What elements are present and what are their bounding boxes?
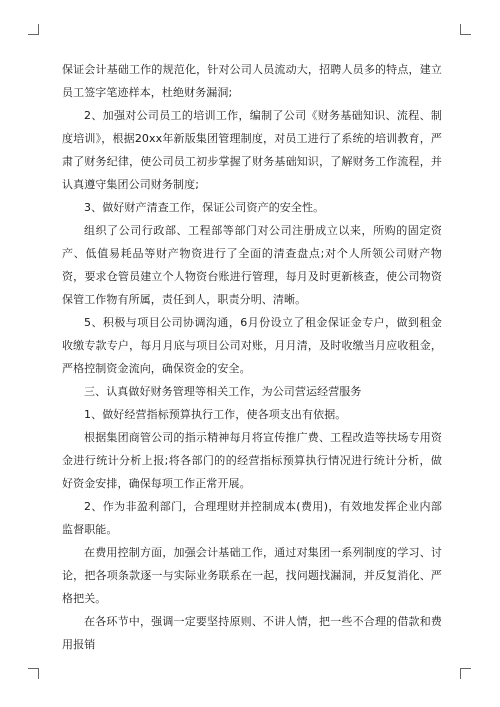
paragraph: 根据集团商管公司的指示精神每月将宣传推广费、工程改造等扶场专用资金进行统计分析上报;将各部门的的经营指标预算执行情况进行统计分析，做好资金安排，确保每项工作正常开展。 [62,431,442,490]
paragraph: 2、加强对公司员工的培训工作，编制了公司《财务基础知识、流程、制度培训》，根据20xx年新版集团管理制度，对员工进行了系统的培训教育，严肃了财务纪律，使公司员工初步掌握了财务基础知识，了解财务工作流程，并认真遵守集团公司财务制度; [62,109,442,191]
document-body [62,58,442,656]
crop-mark-top-right [460,24,471,35]
crop-mark-bottom-left [28,668,39,679]
paragraph: 5、积极与项目公司协调沟通，6月份设立了租金保证金专户，做到租金收缴专款专户，每月月底与项目公司对账，月月清，及时收缴当月应收租金，严格控制资金流向，确保资金的安全。 [62,316,442,375]
paragraph: 在各环节中，强调一定要坚持原则、不讲人情，把一些不合理的借款和费用报销 [62,615,442,651]
crop-mark-bottom-right [460,668,471,679]
paragraph: 三、认真做好财务管理等相关工作，为公司营运经营服务 [84,385,362,398]
paragraph: 保证会计基础工作的规范化，针对公司人员流动大，招聘人员多的特点，建立员工签字笔迹样本，杜绝财务漏洞; [62,63,442,99]
crop-mark-top-left [28,24,39,35]
paragraph: 1、做好经营指标预算执行工作，使各项支出有依据。 [84,408,347,421]
paragraph: 3、做好财产清查工作，保证公司资产的安全性。 [84,201,325,214]
paragraph: 在费用控制方面，加强会计基础工作，通过对集团一系列制度的学习、讨论，把各项条款逐一与实际业务联系在一起，找问题找漏洞，并反复消化、严格把关。 [62,546,442,605]
paragraph: 组织了公司行政部、工程部等部门对公司注册成立以来，所购的固定资产、低值易耗品等财产物资进行了全面的清查盘点;对个人所领公司财产物资，要求仓管员建立个人物资台账进行管理，每月及时更新核查，使公司物资保管工作物有所属，责任到人，职责分明、清晰。 [62,224,442,306]
paragraph: 2、作为非盈利部门，合理理财并控制成本(费用)，有效地发挥企业内部监督职能。 [62,500,442,536]
